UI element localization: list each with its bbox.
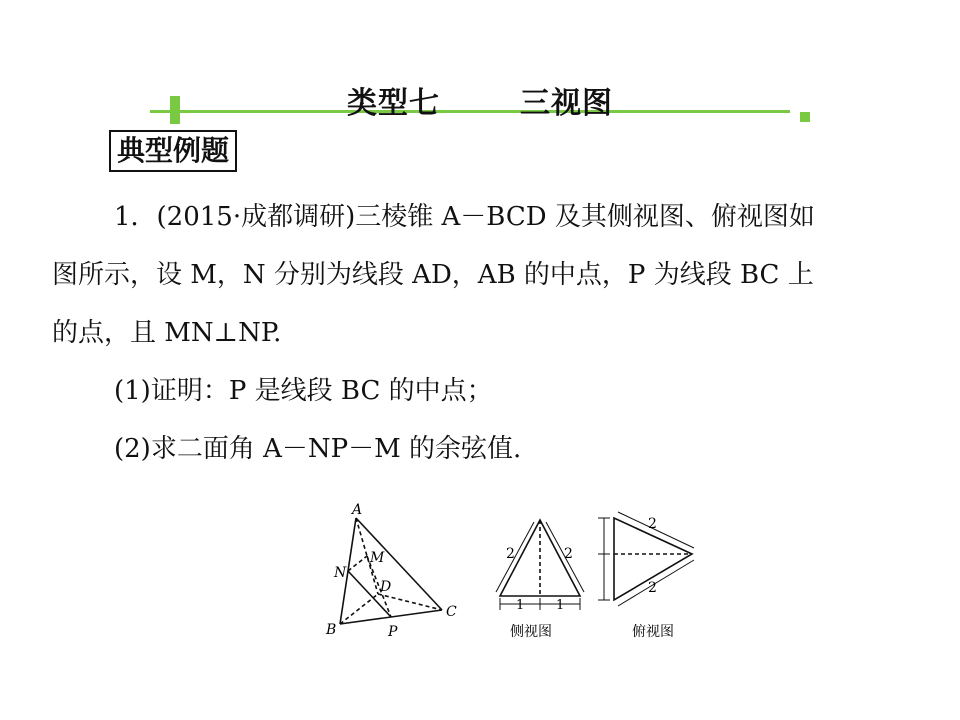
problem-line-1: 1．(2015·成都调研)三棱锥 A－BCD 及其侧视图、俯视图如 <box>114 202 815 232</box>
example-badge: 典型例题 <box>109 130 237 172</box>
side-view-dim-left <box>496 522 534 592</box>
top-view-caption: 俯视图 <box>632 624 674 640</box>
top-view-edge-top-label: 2 <box>648 516 657 532</box>
edge-dc <box>378 594 442 610</box>
label-m: M <box>370 550 385 566</box>
label-c: C <box>446 604 457 620</box>
question-1: (1)证明：P 是线段 BC 的中点； <box>114 376 493 406</box>
segment-nm <box>348 556 367 571</box>
label-a: A <box>352 502 363 518</box>
label-n: N <box>334 565 347 581</box>
side-view-edge-left-label: 2 <box>506 546 515 562</box>
figure-svg <box>300 496 720 656</box>
side-view-figure <box>496 520 584 610</box>
side-view-caption: 侧视图 <box>510 624 552 640</box>
section-header <box>0 72 960 132</box>
side-view-base-left-label: 1 <box>516 598 525 613</box>
section-type-label: 类型七 <box>347 86 440 121</box>
side-view-base-right-label: 1 <box>556 598 565 613</box>
section-title <box>0 78 960 122</box>
side-view-edge-right-label: 2 <box>564 546 573 562</box>
problem-text <box>52 188 912 478</box>
top-view-edge-bottom-label: 2 <box>648 580 657 596</box>
figures <box>300 496 720 656</box>
section-topic-label: 三视图 <box>520 86 613 121</box>
label-d: D <box>380 579 392 595</box>
top-view-figure <box>598 512 694 606</box>
tetrahedron-figure <box>340 518 442 624</box>
edge-ac <box>356 518 442 610</box>
label-b: B <box>326 622 337 638</box>
problem-line-3: 的点，且 MN⊥NP. <box>52 318 282 348</box>
question-2: (2)求二面角 A－NP－M 的余弦值. <box>114 434 522 464</box>
problem-line-2: 图所示，设 M，N 分别为线段 AD，AB 的中点，P 为线段 BC 上 <box>52 260 814 290</box>
label-p: P <box>388 624 398 640</box>
